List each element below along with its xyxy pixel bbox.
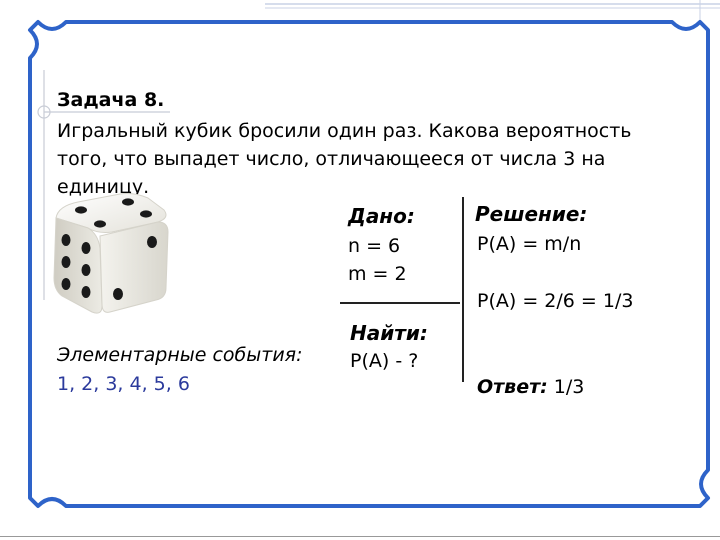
elementary-events-label: Элементарные события: <box>57 344 303 366</box>
solution-calculation: P(A) = 2/6 = 1/3 <box>477 290 634 312</box>
elementary-events-values: 1, 2, 3, 4, 5, 6 <box>57 373 190 395</box>
given-heading: Дано: <box>348 204 415 228</box>
solution-heading: Решение: <box>475 202 588 226</box>
divider-vertical <box>462 197 464 382</box>
dice-icon <box>48 188 173 318</box>
find-heading: Найти: <box>350 321 428 345</box>
answer <box>477 373 584 401</box>
problem-line: единицу. <box>57 176 150 198</box>
divider-horizontal <box>340 302 460 304</box>
bottom-rule <box>0 536 720 537</box>
find-value: P(A) - ? <box>350 350 419 372</box>
given-n: n = 6 <box>348 235 401 257</box>
problem-line: того, что выпадет число, отличающееся от числа 3 на <box>57 148 606 170</box>
answer-label: Ответ: <box>477 376 548 398</box>
answer-value: 1/3 <box>547 376 585 398</box>
problem-line: Игральный кубик бросили один раз. Какова вероятность <box>57 120 632 142</box>
given-m: m = 2 <box>348 263 407 285</box>
solution-formula: P(A) = m/n <box>477 233 582 255</box>
task-title: Задача 8. <box>57 89 165 111</box>
